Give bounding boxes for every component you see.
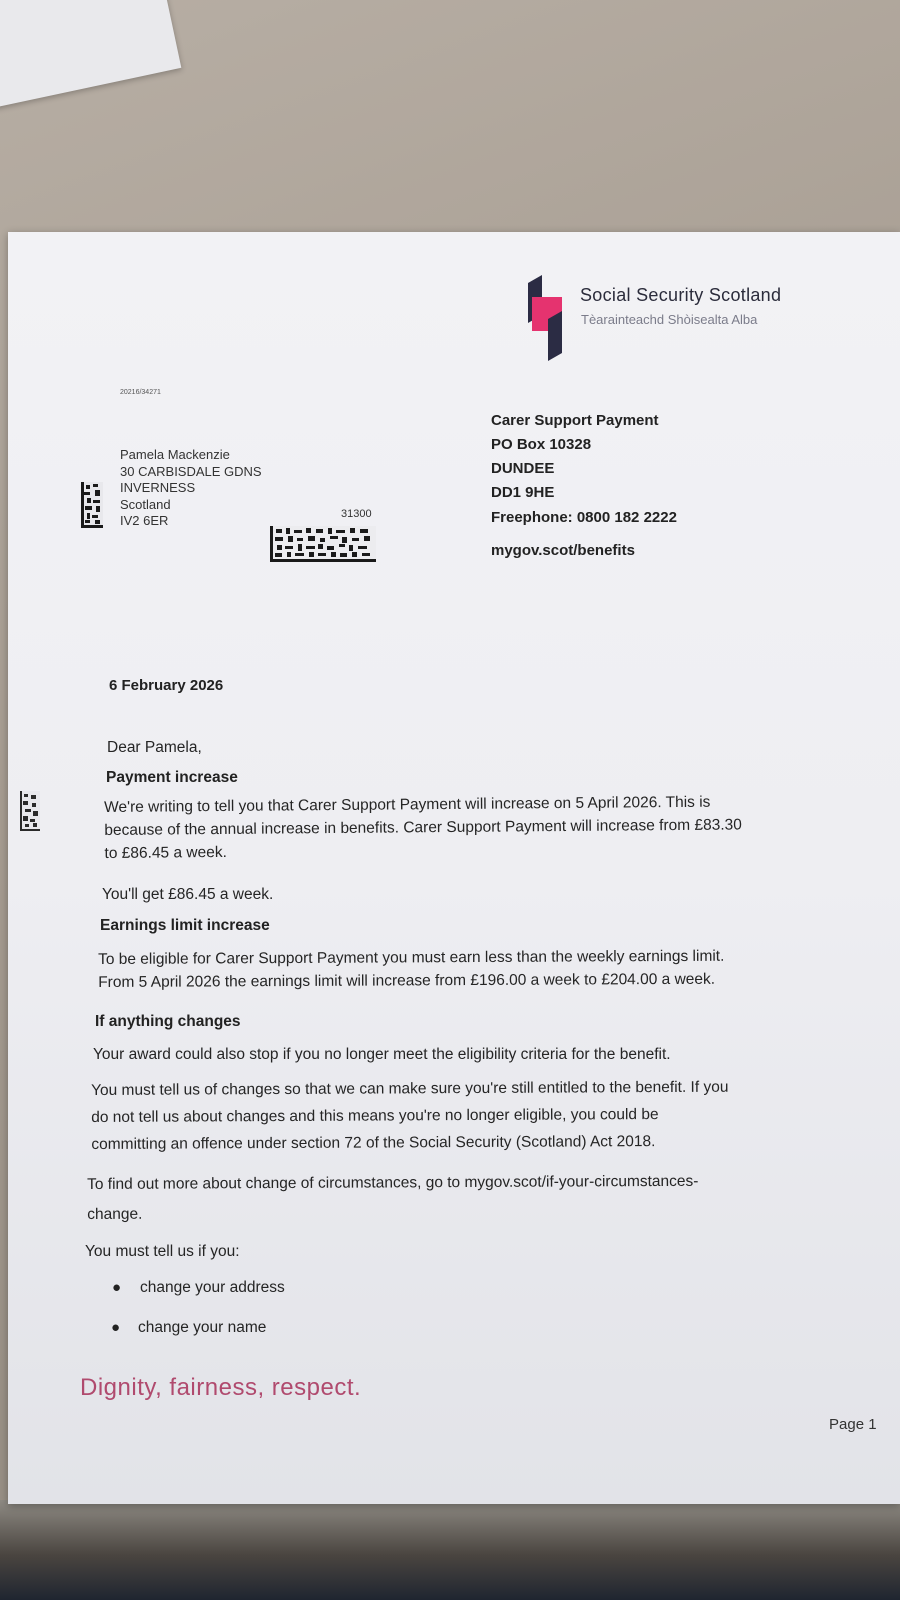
org-gaelic-name: Tèarainteachd Shòisealta Alba xyxy=(581,312,758,327)
paragraph-line: You'll get £86.45 a week. xyxy=(102,886,274,903)
paragraph xyxy=(93,1043,671,1066)
paragraph-line: do not tell us about changes and this means you're no longer eligible, you could be xyxy=(91,1106,659,1126)
sender-line: Carer Support Payment xyxy=(491,412,659,429)
letter-page xyxy=(8,232,900,1504)
paragraph-line: You must tell us if you: xyxy=(85,1243,240,1260)
paragraph-line: committing an offence under section 72 of the Social Security (Scotland) Act 2018. xyxy=(91,1133,656,1153)
paragraph xyxy=(85,1240,240,1263)
paragraph-line: To find out more about change of circumstances, go to mygov.scot/if-your-circumstances- xyxy=(87,1172,699,1193)
paragraph xyxy=(104,790,742,865)
footer-motto: Dignity, fairness, respect. xyxy=(80,1374,362,1401)
recipient-address xyxy=(120,447,262,530)
bullet-icon: ● xyxy=(112,1279,122,1296)
letter-date: 6 February 2026 xyxy=(109,677,224,694)
recipient-line: IV2 6ER xyxy=(120,513,169,528)
sender-line: DD1 9HE xyxy=(491,484,555,501)
paragraph-line: to £86.45 a week. xyxy=(104,843,227,862)
paragraph-line: Your award could also stop if you no longer meet the eligibility criteria for the benefit. xyxy=(93,1046,671,1063)
salutation: Dear Pamela, xyxy=(107,739,202,756)
bullet-icon: ● xyxy=(111,1319,121,1336)
datamatrix-code-icon xyxy=(20,791,40,831)
section-heading: If anything changes xyxy=(95,1013,241,1030)
website-url: mygov.scot/benefits xyxy=(491,542,635,559)
paragraph-line: To be eligible for Carer Support Payment you must earn less than the weekly earnings limit. xyxy=(98,947,725,968)
paragraph-line: From 5 April 2026 the earnings limit will increase from £196.00 a week to £204.00 a week. xyxy=(98,970,716,991)
recipient-line: INVERNESS xyxy=(120,480,196,495)
bullet-item: change your address xyxy=(140,1279,285,1296)
sender-address xyxy=(491,409,659,505)
paragraph-line: change. xyxy=(87,1205,143,1223)
paragraph-line: because of the annual increase in benefits. Carer Support Payment will increase from £83.30 xyxy=(104,816,742,839)
page-number: Page 1 xyxy=(829,1416,877,1433)
recipient-line: 30 CARBISDALE GDNS xyxy=(120,463,262,479)
recipient-line: Pamela Mackenzie xyxy=(120,447,230,462)
recipient-line: Scotland xyxy=(120,496,171,512)
2d-barcode-icon xyxy=(270,526,376,562)
bullet-item: change your name xyxy=(138,1319,267,1336)
social-security-scotland-logo-icon xyxy=(522,275,570,361)
background-paper xyxy=(0,0,181,109)
section-heading: Payment increase xyxy=(106,769,238,786)
paragraph-line: We're writing to tell you that Carer Support Payment will increase on 5 April 2026. This is xyxy=(104,793,711,816)
paragraph-line: You must tell us of changes so that we can make sure you're still entitled to the benefit. If you xyxy=(91,1078,729,1099)
reference-number: 20216/34271 xyxy=(120,389,161,396)
datamatrix-code-icon xyxy=(81,482,103,528)
paragraph xyxy=(102,883,273,906)
sender-line: PO Box 10328 xyxy=(491,436,592,453)
paragraph xyxy=(87,1167,699,1230)
paragraph xyxy=(91,1074,729,1158)
section-heading: Earnings limit increase xyxy=(100,917,270,934)
sender-line: DUNDEE xyxy=(491,460,555,477)
mail-code-number: 31300 xyxy=(341,508,372,520)
paragraph xyxy=(98,945,725,994)
freephone-number: Freephone: 0800 182 2222 xyxy=(491,509,677,526)
background-surface xyxy=(0,1500,900,1600)
org-name: Social Security Scotland xyxy=(580,285,782,305)
